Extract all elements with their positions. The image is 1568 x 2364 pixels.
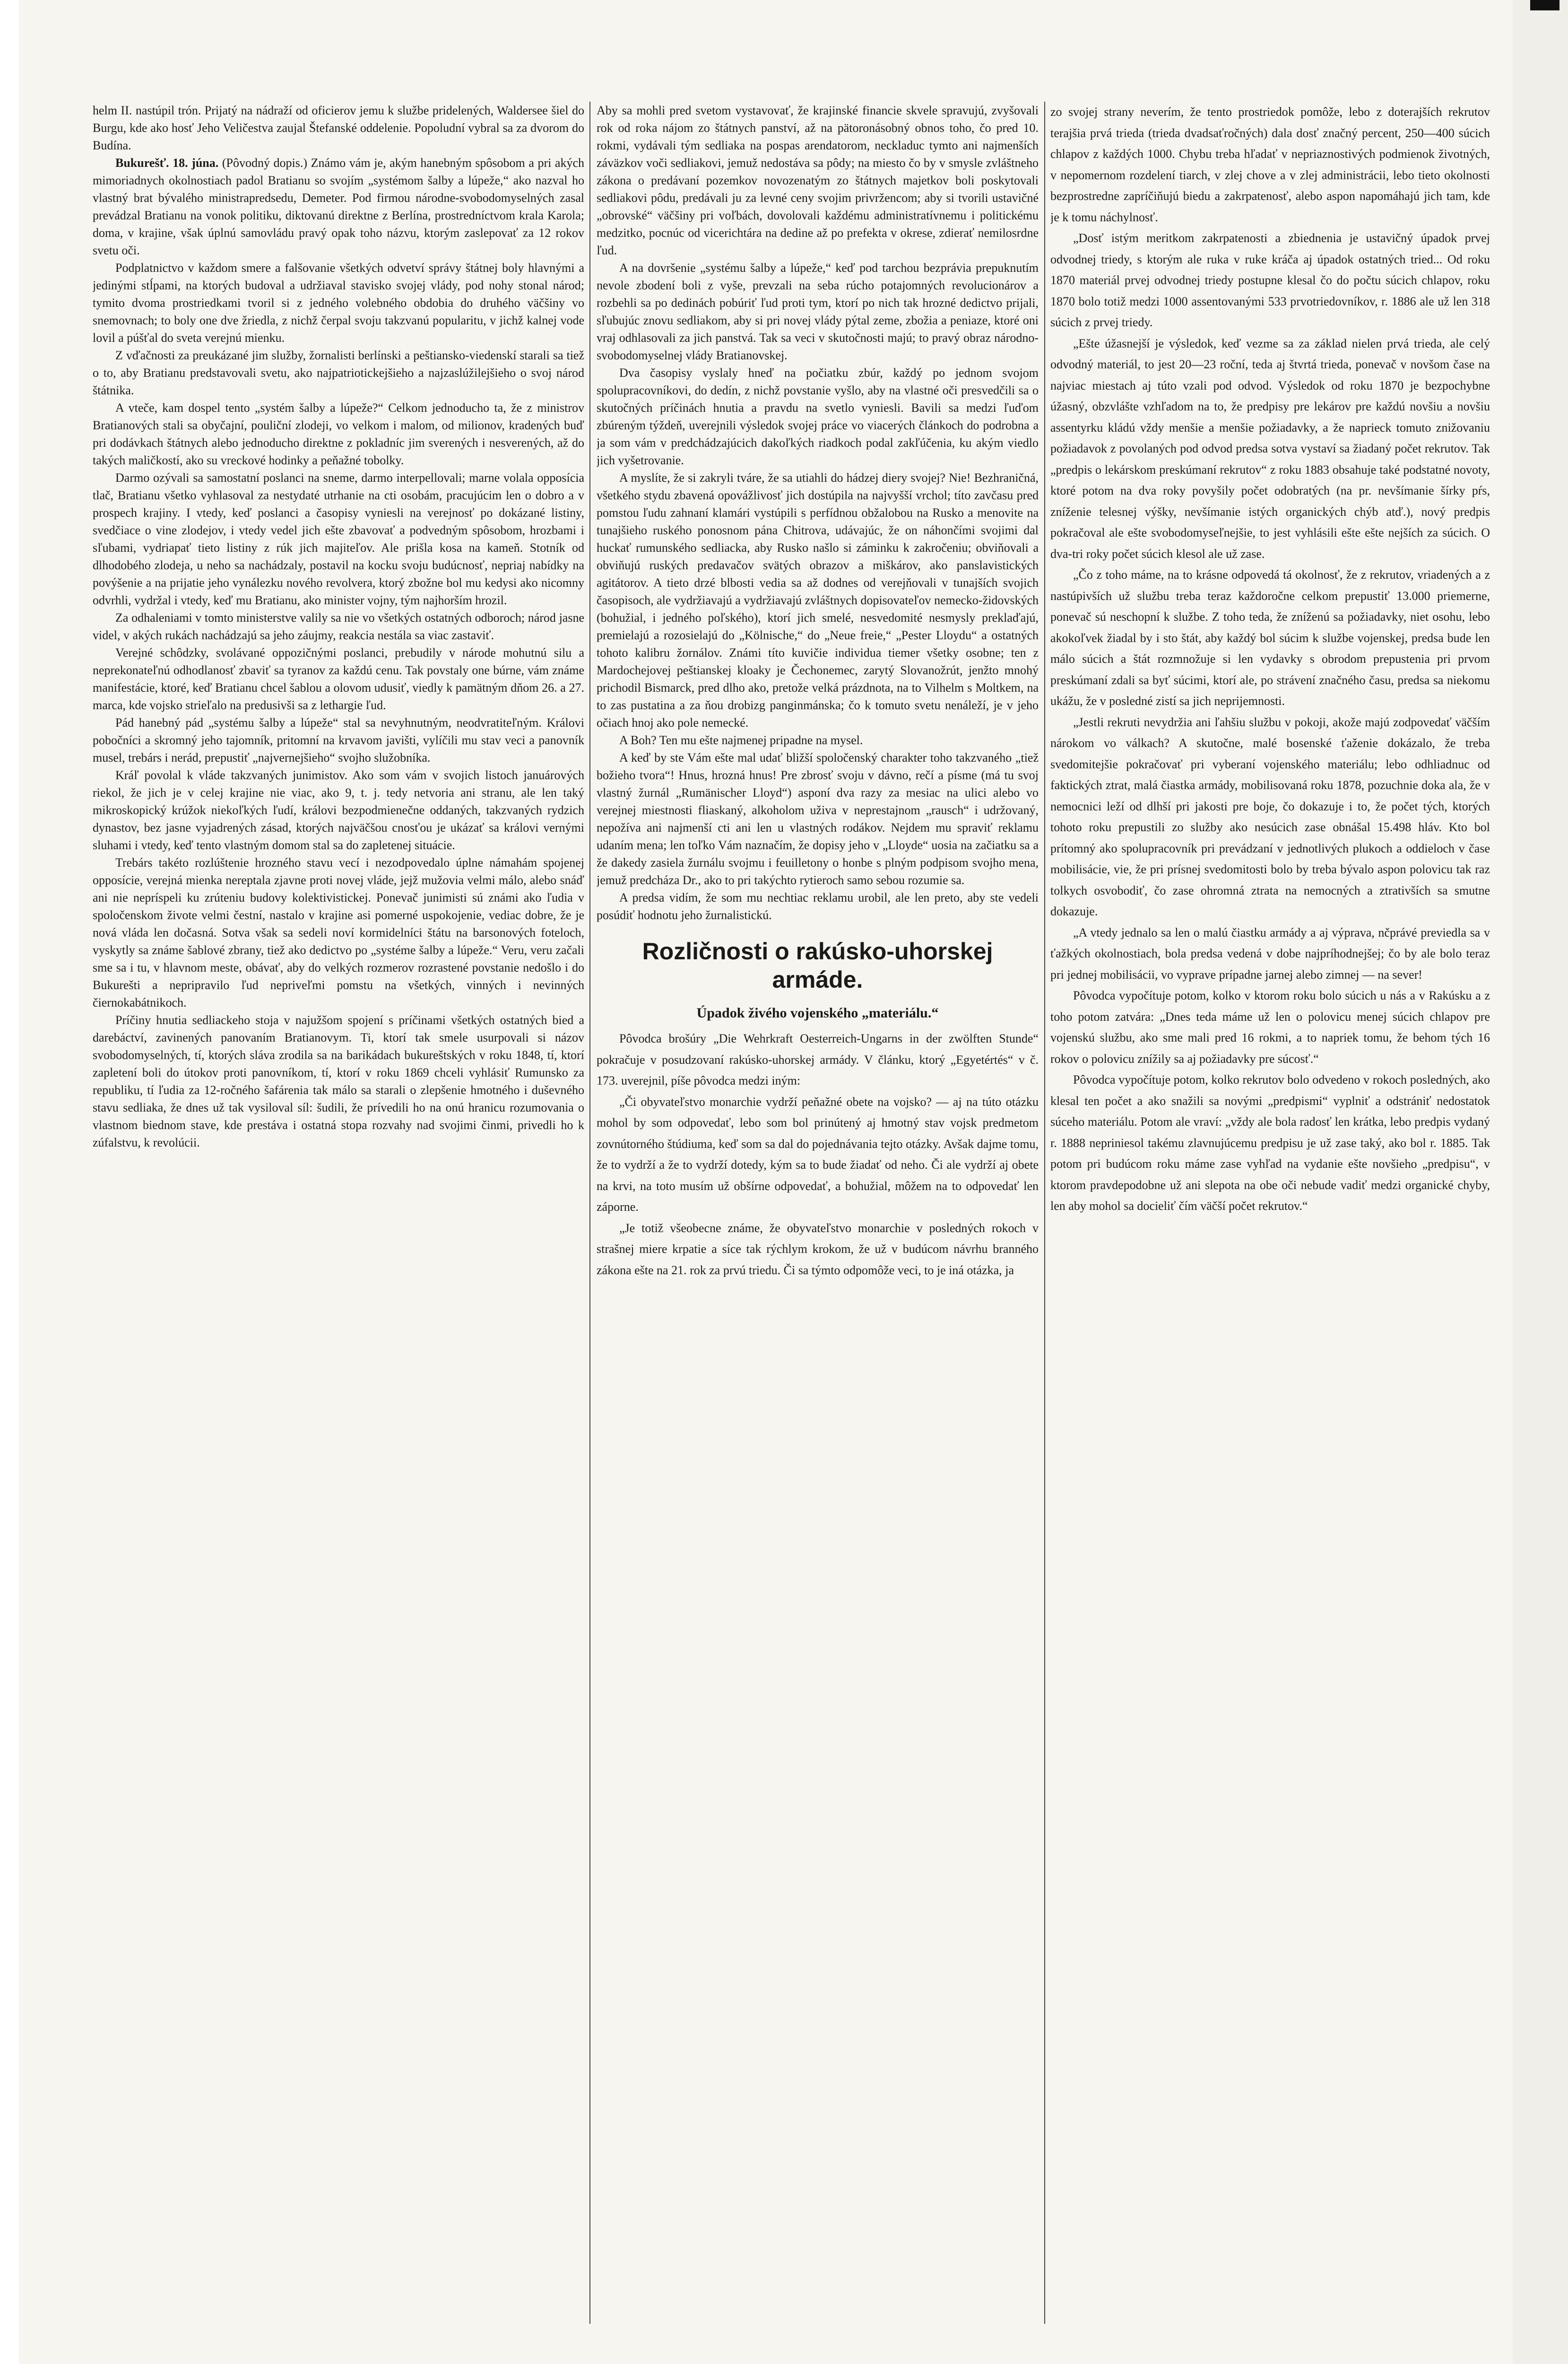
- column-rule-1: [589, 102, 590, 2324]
- paragraph: Darmo ozývali sa samostatní poslanci na sneme, darmo interpellovali; marne volala opposícia tlač, Bratianu všetko vyhlasoval za nestydaté utrhanie na cti osobám, pracujúcim len o dobro a v prospech krajiny. I vtedy, keď poslanci a časopisy vyniesli na verejnosť po dokázané listiny, svedčiace o vine zlodejov, i vtedy vedel jich ešte zbavovať a podvedným spôsobom, hrozbami i sľubami, vydriapať tieto listiny z rúk jich majiteľov. Ale prišla kosa na kameň. Stotník od dlhodobého zlodeja, u neho sa nachádzaly, postavil na kocku svoju budúcnosť, nepriaj nabídky na povýšenie a na prijatie jeho vynálezku nového revolvera, ktorý zbožne bol mu kedysi ako nicomny odvrhli, vydržal i vtedy, keď mu Bratianu, ako minister vojny, tým najhorším hrozil.: [93, 471, 584, 607]
- column-2: [597, 102, 1039, 2324]
- column-3: [1050, 102, 1490, 2324]
- article-body: [597, 1028, 1039, 1281]
- paragraph: „A vtedy jednalo sa len o malú čiastku armády a aj výprava, nčprávé previedla sa v ťažkých okolnostiach, bola predsa vedená v dobe najpríhodnejšej; čo by ale bolo teraz pri jednej mobilisácii, vo vyprave prípadne jarnej alebo zimnej — na sever!: [1050, 925, 1490, 982]
- paragraph: A predsa vidím, že som mu nechtiac reklamu urobil, ale len preto, aby ste vedeli posúdiť hodnotu jeho žurnalistickú.: [597, 891, 1039, 922]
- paragraph: Pád hanebný pád „systému šalby a lúpeže“ stal sa nevyhnutným, neodvratiteľným. Královi pobočníci a skromný jeho tajomník, pritomní na krvavom javišti, vylíčili mu stav veci a panovník musel, trebárs i nerád, prepustiť „najvernejšieho“ svojho služobníka.: [93, 716, 584, 765]
- dateline-paragraph: [93, 154, 584, 259]
- paragraph: „Je totiž všeobecne známe, že obyvateľstvo monarchie v posledných rokoch v strašnej miere krpatie a síce tak rýchlym krokom, že už v budúcom návrhu branného zákona ešte na 21. rok za prvú triedu. Či sa týmto odpomôže veci, to je iná otázka, ja: [597, 1221, 1039, 1277]
- column-rule-2: [1044, 102, 1045, 2324]
- dateline-tag: (Pôvodný dopis.): [222, 156, 308, 170]
- paragraph: zo svojej strany neverím, že tento prostriedok pomôže, lebo z doterajších rekrutov terajšia prvá trieda (trieda dvadsaťročných) dala dosť značný percent, 250—400 súcich chlapov z každých 1000. Chybu treba hľadať v nepriaznostivých podmienok životných, v nepomernom rozdelení tiarch, v zlej chove a v zlej administrácii, lebo tieto okolnosti bezprostredne zapríčiňujú biedu a zakrpatenosť, alebo aspon napomáhajú jich tam, kde je k tomu náchylnosť.: [1050, 105, 1490, 224]
- paragraph: „Dosť istým meritkom zakrpatenosti a zbiednenia je ustavičný úpadok prvej odvodnej triedy, s ktorým ale ruka v ruke kráča aj úpadok ostatných tried... Od roku 1870 materiál prvej odvodnej triedy postupne klesal čo do počtu súcich chlapov, roku 1870 bolo totiž medzi 1000 assentovanými 533 prvotriedovníkov, r. 1886 ale už len 318 súcich z prvej triedy.: [1050, 231, 1490, 329]
- paragraph: A myslíte, že si zakryli tváre, že sa utiahli do hádzej diery svojej? Nie! Bezhraničná, všetkého stydu zbavená opovážlivosť jich dostúpila na najvyšší vrchol; títo zavčasu pred pomstou ľudu zahnaní klamári vystúpili s perfídnou obžalobou na Rusko a menovite na tunajšieho ruského ponosnom pána Chitrova, udávajúc, že on náhončími svojimi dal huckať rumunského sedliacka, aby Rusko našlo si záminku k zakročeniu; obviňovali a obviňujú ruských predavačov svätých obrazov a miškárov, ako panslavistických agitátorov. A tieto drzé blbosti vedia sa až dodnes od verejňovali v tunajších svojich časopisoch, ale vydržiavajú a vydržiavajú zvláštnych dopisovateľov nemecko-židovských (bohužial, i jedného poľského), ktorí jich smelé, nesvedomité nesmysly preklaďajú, premielajú a rozosielajú do „Kölnische,“ do „Neue freie,“ „Pester Lloydu“ a ostatných tohoto kalibru žornálov. Známi títo kuvičie individua tiemer všetky osobne; ten z Mardochejovej peštianskej kloaky je Čechonemec, zarytý Slovanožrút, jenžto mnohý prichodil Bismarck, pred dlho ako, pretože velká prázdnota, na to Vilhelm s Moltkem, na to zas pustatina a za ňou drobizg panginmánska; čo k tomuto svetu nenáleží, je v jeho očiach hnoj ako pole nemecké.: [597, 471, 1039, 730]
- paragraph: A vteče, kam dospel tento „systém šalby a lúpeže?“ Celkom jednoducho ta, že z ministrov Bratianových stali sa obyčajní, pouliční zlodeji, vo velkom i malom, od milionov, kradených buď pri dodávkach štátnych alebo jednoducho direktne z pokladníc jim sverených i nesverených, až do takých maličkostí, ako su vreckové hodinky a peňažné tobolky.: [93, 401, 584, 467]
- paragraph: Dva časopisy vyslaly hneď na počiatku zbúr, každý po jednom svojom spolupracovníkovi, do dedín, z nichž povstanie vyšlo, aby na vlastné oči presvedčili sa o skutočných príčinách hnutia a pravdu na svetlo vyniesli. Bavili sa medzi ľuďom zbúreným týždeň, uverejnili výsledok svojej práce vo viacerých článkoch do podrobna a ja som vám v predchádzajúcich dakoľkých riadkoch podal zakľúčenia, ku akým viedlo jich vyšetrovanie.: [597, 366, 1039, 467]
- dateline: Bukurešť. 18. júna.: [115, 156, 219, 170]
- paragraph: helm II. nastúpil trón. Prijatý na nádraží od oficierov jemu k službe pridelených, Waldersee šiel do Burgu, kde ako hosť Jeho Veličestva zaujal Štefanské oddelenie. Popoludní vybral sa za dvorom do Budína.: [93, 104, 584, 152]
- column-1: [93, 102, 584, 2324]
- scan-margin: [1513, 0, 1568, 2364]
- paragraph: „Jestli rekruti nevydržia ani ľahšiu službu v pokoji, akože majú zodpovedať väčším nárokom vo válkach? A skutočne, malé bosenské ťaženie dokázalo, že treba svedomitejšie pokračovať pri vyberaní vojenského materiálu; lebo odhliadnuc od faktických ztrat, malá čiastka armády, mobilisovaná roku 1878, pozuchnie doka ala, že v nemocnici leží od dlhší pri jakosti pre boje, čo dokazuje i to, že počet tých, ktorých tohoto roku prepustili zo služby ako nesúcich zase obnášal 15.498 hláv. Kto bol prítomný ako spolupracovník pri prevádzaní v jednotlivých plukoch a oddieloch v čase mobilisácie, vie, že pri prísnej svedomitosti bolo by treba bývalo aspon polovicu tak raz tolkych osvobodiť, čo zase ohromná ztrata na nemocných a ztrativších sa smutne dokazuje.: [1050, 715, 1490, 918]
- paragraph: Kráľ povolal k vláde takzvaných junimistov. Ako som vám v svojich listoch januárových riekol, že jich je v celej krajine nie viac, ako 9, t. j. tedy netvoria ani stranu, ale len taký mikroskopický krúžok niekoľkých ľudí, královi bezpodmienečne oddaných, takzvaných rydzich dynastov, bez jasne vyjadrených zásad, ktorých najväčšou cnosťou je ukázať sa královi vernými sluhami i vtedy, keď tento vlastným domom stal sa do zapletenej situácie.: [93, 768, 584, 852]
- paragraph: Podplatnictvo v každom smere a falšovanie všetkých odvetví správy štátnej boly hlavnými a jedinými stĺpami, na ktorých budoval a udržiaval stavisko svojej vlády, pod nohy stonal národ; tymito dvoma prostriedkami tvoril si z jedného volebného obdobia do druhého väčšiny vo snemovnach; to boly one dve žriedla, z nichž čerpal svoju takzvanú popularitu, v jichž kalnej vode lovil a púšťal do sveta verejnú mienku.: [93, 261, 584, 345]
- paragraph: A na dovršenie „systému šalby a lúpeže,“ keď pod tarchou bezprávia prepuknutím nevole zbodení boli z vyše, prevzali na seba rúcho potajomných revolucionárov a rozbehli sa po dedinách pobúriť ľud proti tym, ktorí po nich tak hrozné dedictvo prijali, sľubujúc znovu sedliakom, aby si pri novej vlády pýtal zeme, zbožia a peniaze, ktoré oni vraj odhlasovali za jich panstvá. Tak sa veci v skutočnosti majú; to pravý obraz národno-svobodomyselnej vlády Bratianovskej.: [597, 261, 1039, 362]
- paragraph: „Ešte úžasnejší je výsledok, keď vezme sa za základ nielen prvá trieda, ale celý odvodný materiál, to jest 20—23 roční, teda aj štvrtá trieda, ponevač v novšom čase na najviac miestach aj túto vzali pod odvod. Výsledok od roku 1870 je bezpochybne úžasný, obzvlášte vzhľadom na to, že predpisy pre lekárov pre každú novšiu a novšiu assentyrku kládú vždy menšie a menšie požiadavky, a že naprieck tomuto znižovaniu požiadavok z povolaných pod odvod predsa sotva vystaví sa žiadaný počet rekrutov. Tak „predpis o lekárskom preskúmaní rekrutov“ z roku 1883 obsahuje také podstatné novoty, ktoré potom na dva roky povyšily počet odobratých (na pr. nevšímanie šírky pŕs, zníženie telesnej výšky, nevšímanie istých organických chýb atď.), nový predpis pokračoval ale ešte svobodomyseľnejšie, to jest vyhlásili ešte ešte nejších za súcich. O dva-tri roky počet súcich klesol ale už zase.: [1050, 336, 1490, 561]
- section-title: Rozličnosti o rakúsko-uhorskej armáde.: [642, 938, 993, 993]
- scan-corner-mark: [1530, 0, 1559, 10]
- paragraph: Z vďačnosti za preukázané jim služby, žornalisti berlínski a peštiansko-viedenskí starali sa tiež o to, aby Bratianu predstavovali svetu, ako najpatriotickejšieho a najzaslúžilejšieho o svoj národ štátnika.: [93, 348, 584, 397]
- paragraph: A Boh? Ten mu ešte najmenej pripadne na mysel.: [619, 733, 863, 747]
- paragraph: Pôvodca vypočítuje potom, kolko v ktorom roku bolo súcich u nás a v Rakúsku a z toho potom zatvára: „Dnes teda máme už len o polovicu menej súcich chlapov pre vojenskú službu, ako sme mali pred 16 rokmi, a to napriek tomu, že behom tých 16 rokov o polovicu znížily sa aj požiadavky pre súcosť.“: [1050, 989, 1490, 1066]
- paragraph: Aby sa mohli pred svetom vystavovať, že krajinské financie skvele spravujú, zvyšovali rok od roka nájom zo štátnych panství, až na pätoronásobný obnos toho, čo pred 10. rokmi, vydávali tým sedliaka na pospas arendatorom, neckladuc tymto ani najmenších záväzkov voči sedliakovi, jemuž nedostáva sa pôdy; na miesto čo by v smysle zvláštneho zákona o predávaní pozemkov novozenatým zo štátnych majetkov boli poskytovali sedliakovi pôdu, predávali ju za levné ceny svojim privržencom; aby si tvorili ustavičné „obrovské“ väčšiny pri voľbách, dovolovali každému administratívnemu i politickému medzitko, pocnúc od vicerichtára na dedine až po prefekta v okrese, zdierať nemilosrdne ľud.: [597, 104, 1039, 257]
- article-title: Úpadok živého vojenského „materiálu.“: [696, 1005, 939, 1021]
- paragraph: „Čo z toho máme, na to krásne odpovedá tá okolnosť, že z rekrutov, vriadených a z nastúpivších už službu treba teraz každoročne celkom prepustiť 13.000 priemerne, ponevač sú neschopní k službe. Z toho teda, že zníženú sa požiadavky, niet osohu, lebo akokoľvek žiadal by i sto štát, aby každý bol súcim k službe vojenskej, predsa bude len málo súcich a štát rozmnožuje si len vydavky s obrodom prepustenia pri prvom preskúmaní zdali sa byť súcimi, ktorí ale, po strávení značného času, predsa sa niekomu ukážu, že v posledné zistí sa jich neprijemnosti.: [1050, 568, 1490, 708]
- paragraph: Pôvodca vypočítuje potom, kolko rekrutov bolo odvedeno v rokoch posledných, ako klesal ten počet a ako snažili sa novými „predpismi“ vyplniť a odstrániť nedostatok súceho materiálu. Potom ale vraví: „vždy ale bola radosť len krátka, lebo predpis vydaný r. 1888 nepriniesol takému zlavnujúcemu predpisu je už zase taký, ako bol r. 1885. Tak potom pri budúcom roku máme zase vyhľad na vydanie ešte novšieho „predpisu“, v ktorom pravdepodobne už ani slepota na obe oči nebude vadiť medzi organické chyby, len aby mohol sa docieliť čím väčší počet rekrutov.“: [1050, 1073, 1490, 1213]
- paragraph: A keď by ste Vám ešte mal udať bližší spoločenský charakter toho takzvaného „tiež božieho tvora“! Hnus, hrozná hnus! Pre zbrosť svoju v dávno, rečí a písme (má tu svoj vlastný žurnál „Rumänischer Lloyd“) asponí dva razy za mesiac na ulici alebo vo verejnej miestnosti fliaskaný, alkoholom uživa v neprestajnom „rausch“ i udržovaný, nepožíva ani najmenší cti ani len u vlastných rodákov. Nejdem mu spraviť reklamu udaním mena; len toľko Vám naznačím, že dopisy jeho v „Lloyde“ uosia na začiatku sa a že dakedy zasiela žurnálu svojmu i feuilletony o honbe s plným podpisom svojho mena, jemuž predcháza Dr., ako to pri takýchto rytieroch samo sebou rozumie sa.: [597, 751, 1039, 887]
- paragraph: „Či obyvateľstvo monarchie vydrží peňažné obete na vojsko? — aj na túto otázku mohol by som odpovedať, lebo som bol prinútený aj hmotný stav vojsk predmetom zovnútorného štúdiuma, keď som sa dal do pojednávania tejto otázky. Avšak dajme tomu, že to vydrží a že to vydrží dotedy, kým sa to bude žiadať od neho. Či ale vydrží aj obete na krvi, na toto musím už obšírne odpovedať, a bohužial, môžem na to odpovedať len záporne.: [597, 1095, 1039, 1214]
- paragraph: Príčiny hnutia sedliackeho stoja v najužšom spojení s príčinami všetkých ostatných bied a darebáctví, zavinených panovaním Bratianovym. Ti, ktorí tak smele usurpovali si názov svobodomyselných, tí, ktorých sláva zrodila sa na barikádach bukureštských v roku 1848, tí, ktorí zapletení boli do útokov proti panovníkom, tí, ktorí v roku 1869 chceli vyhlásiť Rumunsko za republiku, tí ľudia za 12-ročného šafárenia tak málo sa starali o zlepšenie hmotného i duševného stavu sedliaka, že dnes už tak vysiloval síl: šudili, že prívedili ho na onú hranicu rozumovania o vlastnom biednom stave, kde prestáva i ostatná stopa rozvahy nad svojimi činmi, privedli ho k zúfalstvu, k revolúcii.: [93, 1013, 584, 1149]
- paragraph: Za odhaleniami v tomto ministerstve valily sa nie vo všetkých ostatných odboroch; národ jasne videl, v akých rukách nachádzajú sa jeho záujmy, reakcia nestála sa viac zastaviť.: [93, 611, 584, 642]
- paragraph: Verejné schôdzky, svolávané oppozičnými poslanci, prebudily v národe mohutnú silu a neprekonateľnú odhodlanosť zbaviť sa tyranov za každú cenu. Tak povstaly one búrne, vám známe manifestácie, ktoré, keď Bratianu chcel šablou a olovom udusiť, viedly k pamätným dňom 26. a 27. marca, kde vojsko strieľalo na predusivši sa z lethargie ľud.: [93, 646, 584, 712]
- paragraph: Trebárs takéto rozlúštenie hrozného stavu vecí i nezodpovedalo úplne námahám spojenej opposície, verejná mienka nereptala zjavne proti novej vláde, jejž mužovia velmi málo, alebo snáď ani nie nepríspeli ku zrúteniu budovy kolektivistickej. Ponevač junimisti sú známi ako ľudia v spoločenskom živote velmi čestní, nastalo v krajine asi pomerné uspokojenie, vediac dobre, že je nová vláda len dočasná. Sotva však sa sedeli noví kormidelníci štátu na barsonových foteloch, vyskytly sa známe šablové zbrany, tiež ako dedictvo po „systéme šalby a lúpeže.“ Veru, veru začali sme sa i tu, v hlavnom meste, obávať, aby do velkých rozmerov rozrastené povstanie nedošlo i do Bukurešti a nepripravilo ľud nepriveľmi pomstu na všetkých, vinných i nevinných čiernokabátnikoch.: [93, 856, 584, 1009]
- paragraph-text: Známo vám je, akým hanebným spôsobom a pri akých mimoriadnych okolnostiach padol Bratianu so svojím „systémom šalby a lúpeže,“ ako nazval ho vlastný brat bývalého ministrapredsedu, Demeter. Pod firmou národne-svobodomyselných zasal prevádzal Bratianu na vonok politiku, diktovanú direktne z Berlína, prostredníctvom krala Karola; doma, v krajine, však úplnú samovládu pravý opak toho názvu, ktorým zaslepovať za 12 rokov svetu oči.: [93, 156, 584, 257]
- paragraph: Pôvodca brošúry „Die Wehrkraft Oesterreich-Ungarns in der zwölften Stunde“ pokračuje v posudzovaní rakúsko-uhorskej armády. V článku, ktorý „Egyetértés“ v č. 173. uverejnil, píše pôvodca medzi iným:: [597, 1032, 1039, 1087]
